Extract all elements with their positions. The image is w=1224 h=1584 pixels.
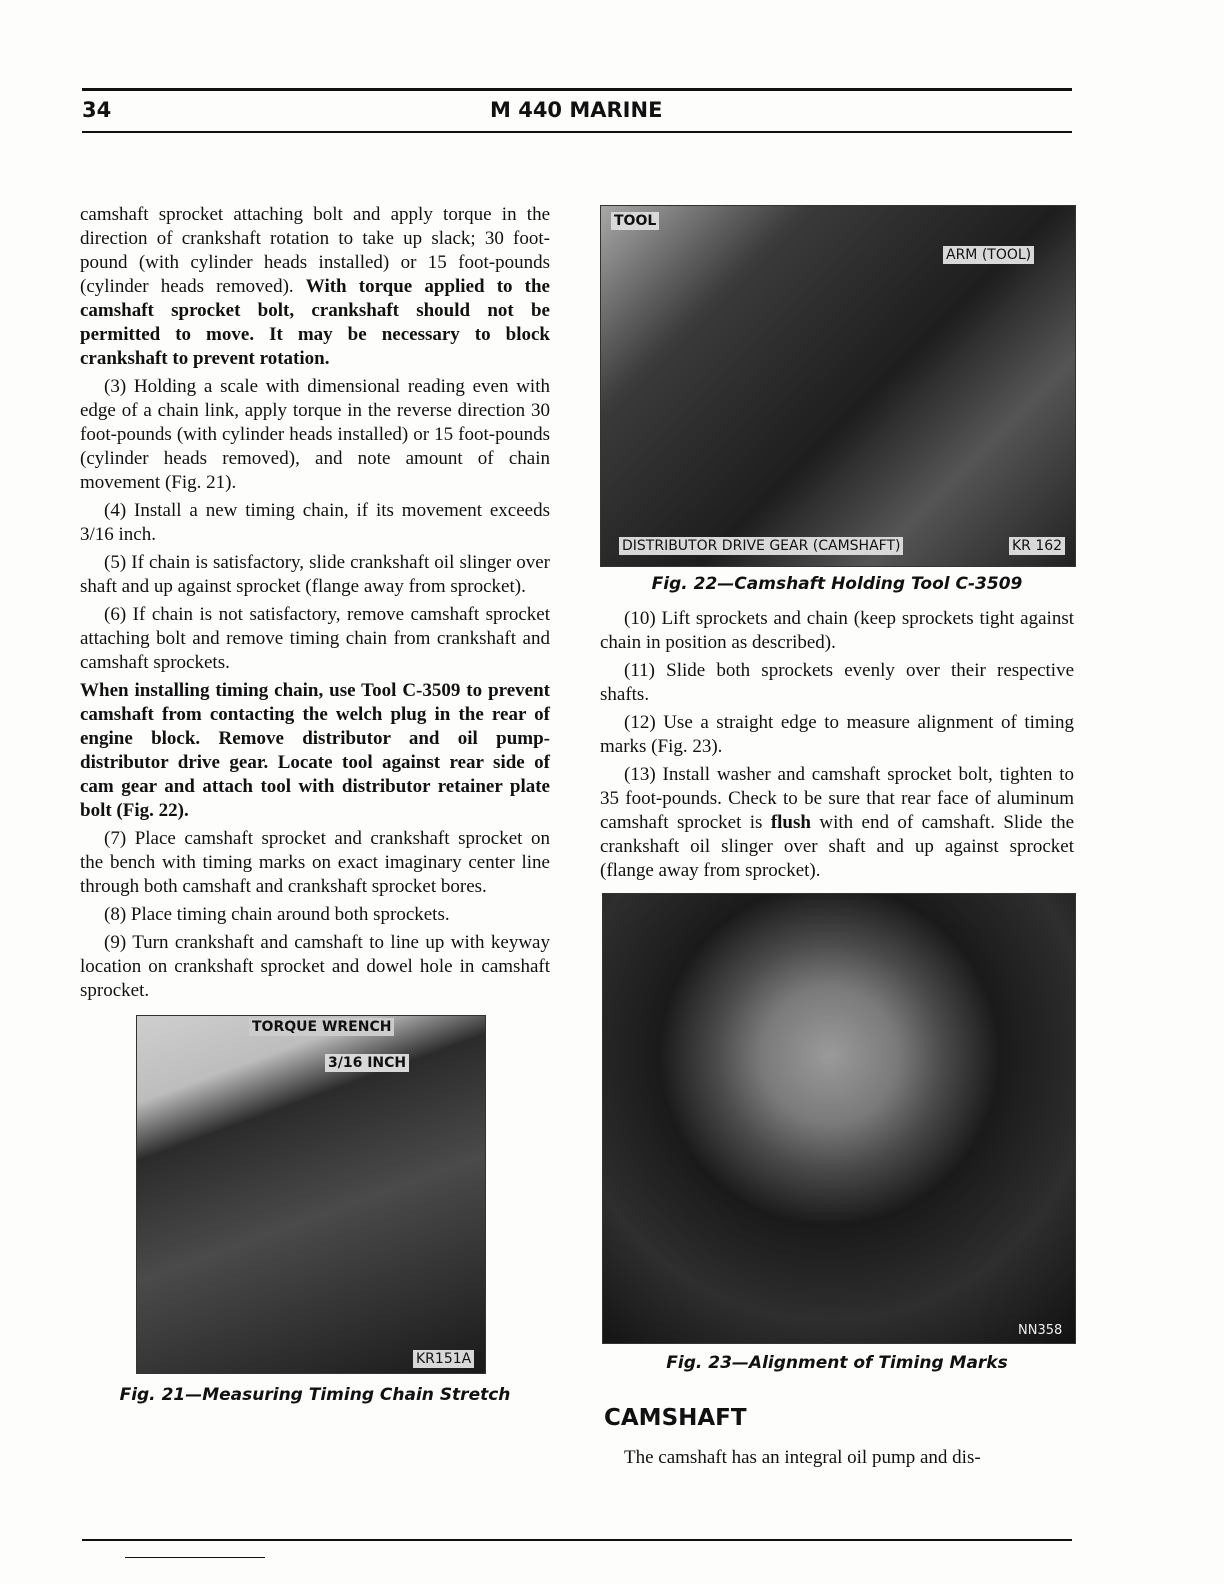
footer-rule [82, 1539, 1072, 1541]
label-torque-wrench: TORQUE WRENCH [249, 1018, 394, 1036]
footnote-rule [125, 1557, 265, 1558]
section-heading-camshaft: CAMSHAFT [604, 1405, 747, 1431]
figure-22-photo [600, 205, 1076, 567]
text-normal: with end of camshaft. Slide the crankshaft oil slinger over shaft and up against sprocket (flange away from sprocket). [600, 812, 1075, 881]
tool-note-text: When installing timing chain, use Tool C-3509 to prevent camshaft from contacting the welch plug in the rear of engine block. Remove distributor and oil pump-distributor drive gear. Locate tool against rear side of cam gear and attach tool with distributor retainer plate bolt (Fig. 22). [80, 680, 550, 821]
page-number: 34 [82, 98, 112, 122]
figure-21-caption: Fig. 21—Measuring Timing Chain Stretch [119, 1385, 511, 1405]
step-8: (8) Place timing chain around both sprockets. [104, 904, 450, 925]
step-6: (6) If chain is not satisfactory, remove camshaft sprocket attaching bolt and remove timing chain from crankshaft and camshaft sprockets. [80, 604, 550, 673]
header-bottom-rule [82, 131, 1072, 133]
step-5: (5) If chain is satisfactory, slide crankshaft oil slinger over shaft and up against sprocket (flange away from sprocket). [80, 552, 550, 597]
right-column [600, 205, 1074, 1474]
step-3: (3) Holding a scale with dimensional reading even with edge of a chain link, apply torque in the reverse direction 30 foot-pounds (with cylinder heads installed) or 15 foot-pounds (cylinder heads removed), and note amount of chain movement (Fig. 21). [80, 376, 550, 493]
text-normal: (13) Install washer and camshaft sprocket bolt, tighten to 35 foot-pounds. Check to be sure that rear face of aluminum camshaft sprocket is [600, 764, 1074, 833]
step-10: (10) Lift sprockets and chain (keep sprockets tight against chain in position as described). [600, 608, 1074, 653]
text-normal: camshaft sprocket attaching bolt and apply torque in the direction of crankshaft rotation to take up slack; 30 foot-pound (with cylinder heads installed) or 15 foot-pounds (cylinder heads removed). [80, 204, 550, 297]
step-4: (4) Install a new timing chain, if its movement exceeds 3/16 inch. [80, 500, 550, 545]
figure-23-photo [602, 893, 1076, 1344]
figure-code: NN358 [1018, 1323, 1063, 1338]
step-7: (7) Place camshaft sprocket and crankshaft sprocket on the bench with timing marks on exact imaginary center line through both camshaft and crankshaft sprocket bores. [80, 828, 550, 897]
text-bold: flush [770, 812, 811, 833]
tool-note [80, 679, 550, 823]
figure-22-caption: Fig. 22—Camshaft Holding Tool C-3509 [651, 574, 1023, 594]
figure-code: KR151A [413, 1350, 474, 1368]
label-distributor-drive-gear: DISTRIBUTOR DRIVE GEAR (CAMSHAFT) [619, 537, 903, 555]
text-bold: With torque applied to the camshaft sprocket bolt, crankshaft should not be permitted to move. It may be necessary to block crankshaft to prevent rotation. [80, 276, 550, 369]
label-tool: TOOL [611, 212, 659, 230]
step-13 [600, 763, 1074, 883]
paragraph-continued [80, 203, 550, 371]
label-3-16-inch: 3/16 INCH [325, 1054, 409, 1072]
step-11: (11) Slide both sprockets evenly over their respective shafts. [600, 660, 1074, 705]
label-arm-tool: ARM (TOOL) [943, 246, 1034, 264]
figure-code: KR 162 [1009, 537, 1065, 555]
step-12: (12) Use a straight edge to measure alignment of timing marks (Fig. 23). [600, 712, 1074, 757]
camshaft-paragraph: The camshaft has an integral oil pump and dis- [624, 1447, 981, 1468]
page-title: M 440 MARINE [490, 98, 663, 122]
left-column [80, 203, 550, 1406]
figure-21-photo [136, 1015, 486, 1374]
header-top-rule [82, 88, 1072, 91]
figure-23-caption: Fig. 23—Alignment of Timing Marks [666, 1353, 1008, 1373]
step-9: (9) Turn crankshaft and camshaft to line up with keyway location on crankshaft sprocket and dowel hole in camshaft sprocket. [80, 932, 550, 1001]
